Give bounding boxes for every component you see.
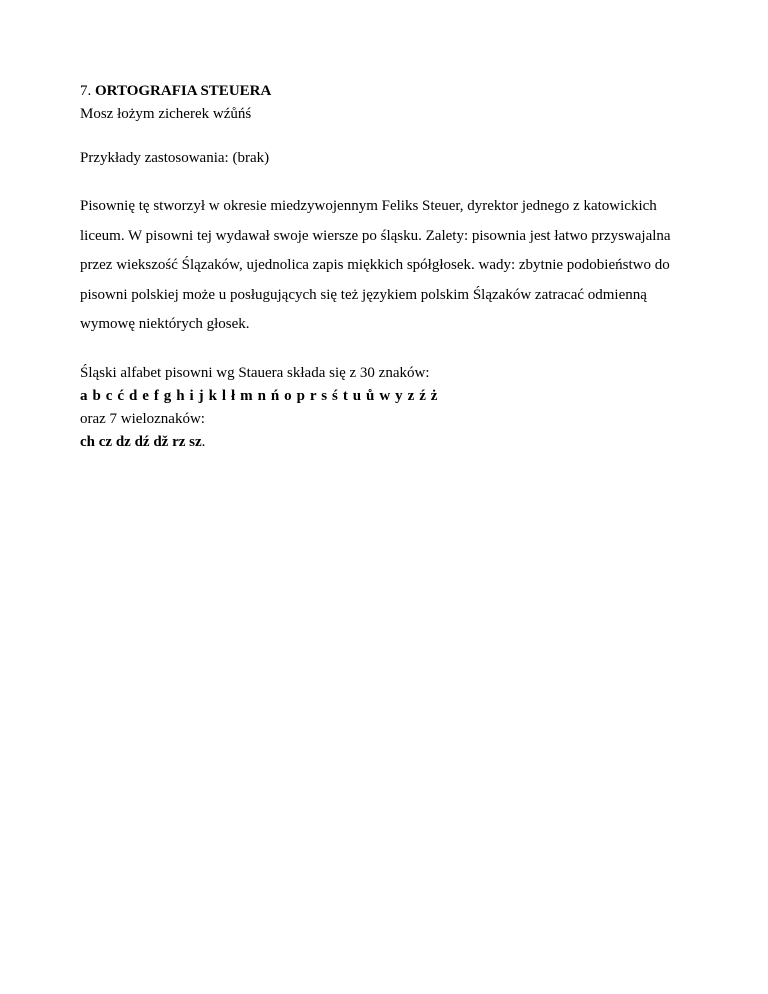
multigraph-intro: oraz 7 wieloznaków:: [80, 410, 205, 427]
section-heading: [80, 80, 690, 103]
sample-text: Mosz łożym zicherek wźůńś: [80, 106, 252, 122]
alphabet-letters: [80, 385, 690, 408]
multigraph-list-text: ch cz dz dź dž rz sz: [80, 433, 202, 450]
multigraph-list-period: .: [201, 433, 206, 450]
description-paragraph: Pisownię tę stworzył w okresie miedzywojennym Feliks Steuer, dyrektor jednego z katowickich liceum. W pisowni tej wydawał swoje wiersze po śląsku. Zalety: pisownia jest łatwo przyswajalna przez wiekszość Ślązaków, ujednolica zapis miękkich spółgłosek. wady: zbytnie podobieństwo do pisowni polskiej może u posługujących się też językiem polskim Ślązaków zatracać odmienną wymowę niektórych głosek.: [80, 198, 671, 332]
alphabet-intro: Śląski alfabet pisowni wg Stauera składa się z 30 znaków:: [80, 364, 430, 381]
document-content: [80, 80, 690, 454]
section-number: 7.: [80, 83, 92, 99]
alphabet-letters-text: a b c ć d e f g h i j k l ł m n ń o p r s ś t u ů w y z ź ż: [80, 387, 439, 404]
examples-text: Przykłady zastosowania: (brak): [80, 150, 270, 166]
section-title: ORTOGRAFIA STEUERA: [95, 83, 272, 99]
multigraph-list: [80, 431, 690, 454]
